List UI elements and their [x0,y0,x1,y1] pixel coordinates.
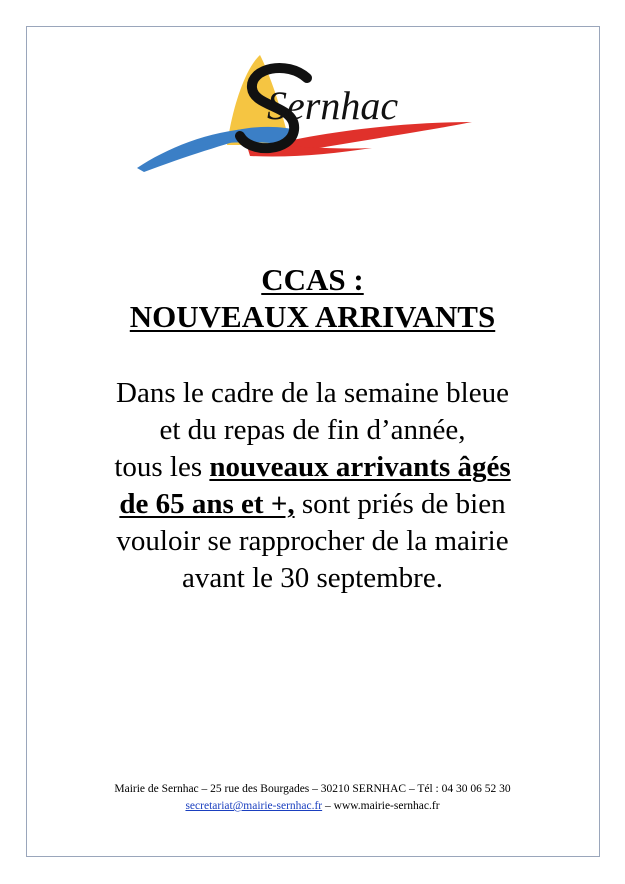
footer-website: www.mairie-sernhac.fr [333,800,440,812]
sernhac-logo [132,50,477,175]
body-line-5: vouloir se rapprocher de la mairie [116,525,509,557]
title-line-2: NOUVEAUX ARRIVANTS [129,299,496,334]
body-line-2: et du repas de fin d’année, [159,414,466,446]
body-line-3-prefix: tous les [114,451,210,483]
footer-address: Mairie de Sernhac – 25 rue des Bourgades – 30210 SERNHAC – Tél : 04 30 06 52 30 [114,783,511,795]
footer [0,781,625,815]
body-line-4-emphasis: de 65 ans et +, [119,488,295,520]
footer-separator: – [322,800,334,812]
title-line-1: CCAS : [261,262,364,297]
body-line-4 [60,486,565,523]
footer-contact [0,798,625,815]
body-line-4-suffix: sont priés de bien [294,488,506,520]
body-line-6: avant le 30 septembre. [182,562,443,594]
body-line-3-emphasis: nouveaux arrivants âgés [209,451,511,483]
announcement-body [60,375,565,597]
body-line-3 [60,449,565,486]
logo-wordmark: Sernhac [267,83,399,128]
body-line-1: Dans le cadre de la semaine bleue [116,377,509,409]
footer-email-link[interactable]: secretariat@mairie-sernhac.fr [185,800,323,812]
